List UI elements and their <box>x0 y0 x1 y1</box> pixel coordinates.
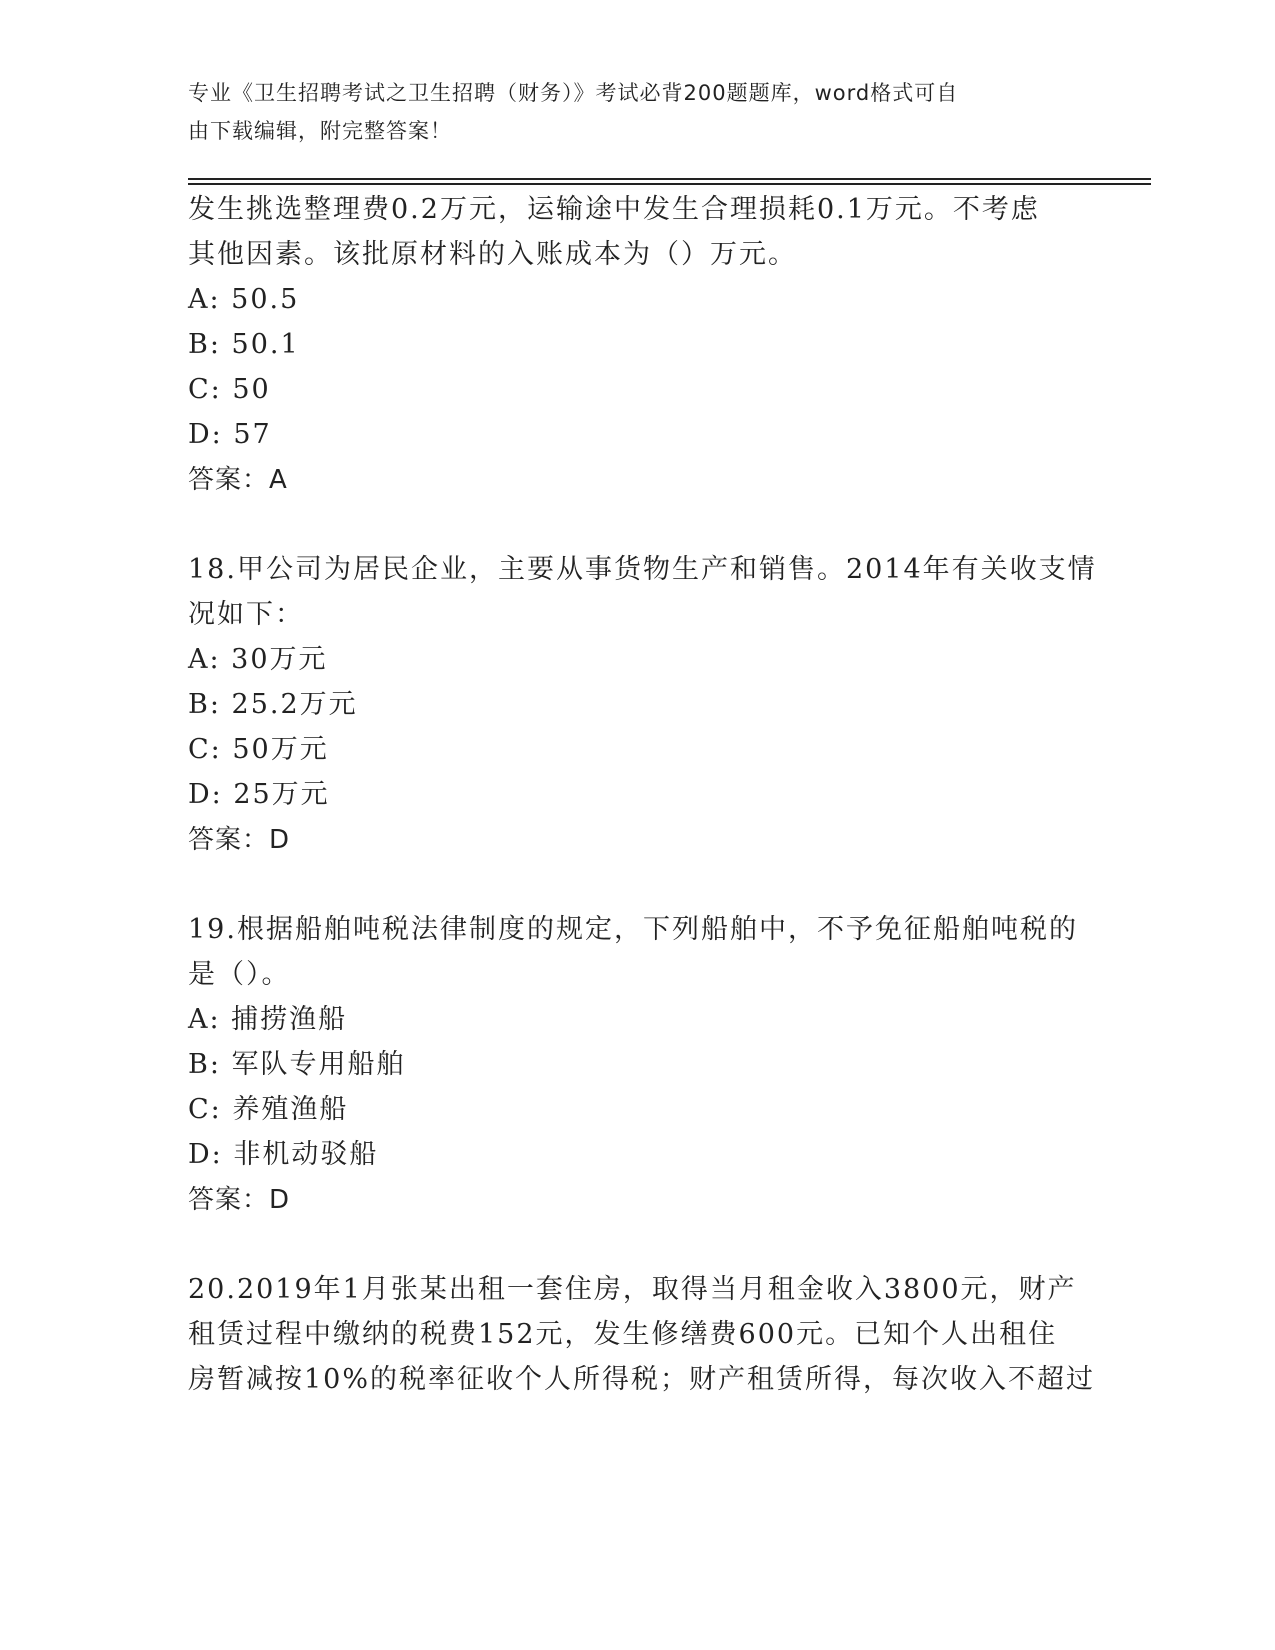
header-line-1: 专业《卫生招聘考试之卫生招聘（财务）》考试必背200题题库，word格式可自 <box>188 81 959 105</box>
question-stem-line: 房暂减按10%的税率征收个人所得税；财产租赁所得，每次收入不超过 <box>188 1364 1096 1395</box>
option-b: B: 25.2万元 <box>188 689 358 720</box>
option-d: D: 25万元 <box>188 779 330 810</box>
document-header <box>188 74 1068 150</box>
header-divider-top <box>188 178 1151 180</box>
answer: 答案：D <box>188 1185 291 1215</box>
option-a: A: 30万元 <box>188 644 328 675</box>
option-b: B: 军队专用船舶 <box>188 1049 406 1080</box>
question-stem-line: 20.2019年1月张某出租一套住房，取得当月租金收入3800元，财产 <box>188 1274 1077 1305</box>
header-divider-bottom <box>188 183 1151 185</box>
question-stem-line: 发生挑选整理费0.2万元，运输途中发生合理损耗0.1万元。不考虑 <box>188 194 1040 225</box>
answer: 答案：A <box>188 465 288 495</box>
option-c: C: 50 <box>188 374 271 405</box>
option-a: A: 捕捞渔船 <box>188 1004 348 1035</box>
question-stem-line: 是（）。 <box>188 959 291 990</box>
question-stem-line: 其他因素。该批原材料的入账成本为（）万元。 <box>188 239 797 270</box>
option-c: C: 养殖渔船 <box>188 1094 349 1125</box>
option-a: A: 50.5 <box>188 284 300 315</box>
question-stem-line: 租赁过程中缴纳的税费152元，发生修缮费600元。已知个人出租住 <box>188 1319 1058 1350</box>
question-stem-line: 18.甲公司为居民企业，主要从事货物生产和销售。2014年有关收支情 <box>188 554 1097 585</box>
question-stem-line: 19.根据船舶吨税法律制度的规定，下列船舶中，不予免征船舶吨税的 <box>188 914 1078 945</box>
option-c: C: 50万元 <box>188 734 329 765</box>
header-line-2: 由下载编辑，附完整答案！ <box>188 119 452 143</box>
answer: 答案：D <box>188 825 291 855</box>
option-d: D: 非机动驳船 <box>188 1139 379 1170</box>
option-d: D: 57 <box>188 419 272 450</box>
question-stem-line: 况如下： <box>188 599 304 630</box>
option-b: B: 50.1 <box>188 329 300 360</box>
